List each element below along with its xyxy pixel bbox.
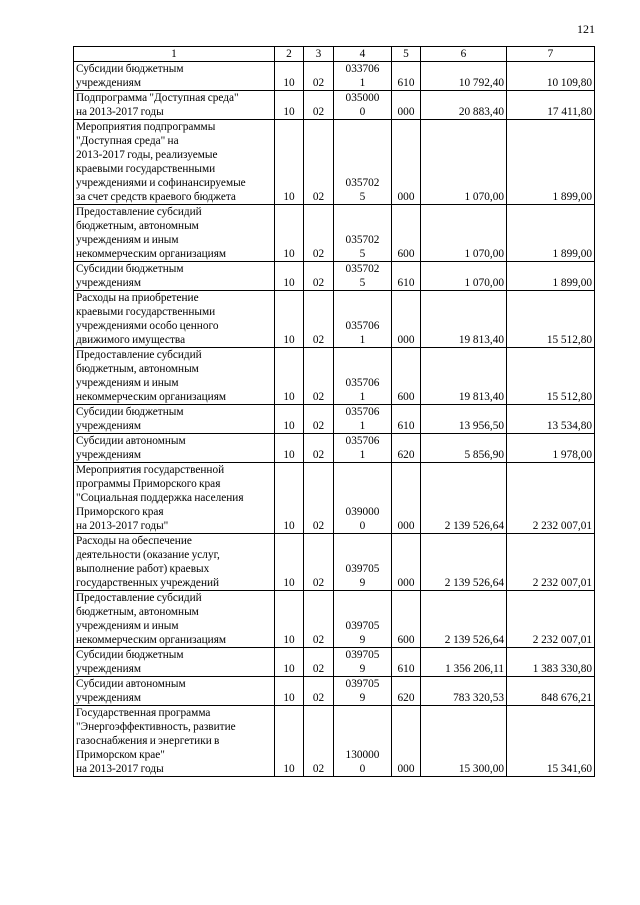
amount-col6-cell: 19 813,40 — [421, 348, 507, 405]
table-row — [74, 120, 595, 205]
subsection-code-cell: 02 — [304, 534, 334, 591]
row-name-cell: Предоставление субсидий бюджетным, автономным учреждениям и иным некоммерческим организациям — [74, 348, 275, 405]
section-code-cell: 10 — [275, 62, 304, 91]
target-item-code-cell: 035702 5 — [334, 120, 392, 205]
subsection-code-cell: 02 — [304, 91, 334, 120]
subsection-code-cell: 02 — [304, 262, 334, 291]
target-item-code-cell: 035702 5 — [334, 262, 392, 291]
subsection-code-cell: 02 — [304, 677, 334, 706]
table-row — [74, 348, 595, 405]
amount-col6-cell: 1 070,00 — [421, 205, 507, 262]
amount-col7-cell: 2 232 007,01 — [507, 591, 595, 648]
target-item-code-cell: 035706 1 — [334, 291, 392, 348]
row-name-cell: Расходы на приобретение краевыми государственными учреждениями особо ценного движимого имущества — [74, 291, 275, 348]
amount-col7-cell: 15 512,80 — [507, 291, 595, 348]
amount-col7-cell: 1 899,00 — [507, 205, 595, 262]
amount-col7-cell: 10 109,80 — [507, 62, 595, 91]
amount-col7-cell: 1 899,00 — [507, 262, 595, 291]
amount-col6-cell: 1 356 206,11 — [421, 648, 507, 677]
expense-type-code-cell: 600 — [392, 591, 421, 648]
row-name-cell: Мероприятия государственной программы Приморского края "Социальная поддержка населения Приморского края на 2013-2017 годы" — [74, 463, 275, 534]
target-item-code-cell: 035702 5 — [334, 205, 392, 262]
amount-col7-cell: 1 978,00 — [507, 434, 595, 463]
expense-type-code-cell: 000 — [392, 91, 421, 120]
amount-col6-cell: 10 792,40 — [421, 62, 507, 91]
target-item-code-cell: 039705 9 — [334, 534, 392, 591]
row-name-cell: Мероприятия подпрограммы "Доступная среда" на 2013-2017 годы, реализуемые краевыми государственными учреждениями и софинансируемые за счет средств краевого бюджета — [74, 120, 275, 205]
table-row — [74, 434, 595, 463]
row-name-cell: Предоставление субсидий бюджетным, автономным учреждениям и иным некоммерческим организациям — [74, 205, 275, 262]
amount-col6-cell: 15 300,00 — [421, 706, 507, 777]
target-item-code-cell: 039000 0 — [334, 463, 392, 534]
expense-type-code-cell: 000 — [392, 120, 421, 205]
section-code-cell: 10 — [275, 405, 304, 434]
amount-col6-cell: 1 070,00 — [421, 262, 507, 291]
column-header: 3 — [304, 47, 334, 62]
target-item-code-cell: 035706 1 — [334, 434, 392, 463]
expense-type-code-cell: 620 — [392, 677, 421, 706]
table-row — [74, 62, 595, 91]
expense-type-code-cell: 000 — [392, 534, 421, 591]
row-name-cell: Субсидии бюджетным учреждениям — [74, 405, 275, 434]
table-row — [74, 262, 595, 291]
amount-col7-cell: 15 512,80 — [507, 348, 595, 405]
target-item-code-cell: 130000 0 — [334, 706, 392, 777]
subsection-code-cell: 02 — [304, 291, 334, 348]
amount-col6-cell: 2 139 526,64 — [421, 534, 507, 591]
amount-col6-cell: 783 320,53 — [421, 677, 507, 706]
expense-type-code-cell: 610 — [392, 62, 421, 91]
section-code-cell: 10 — [275, 706, 304, 777]
page-number: 121 — [577, 22, 595, 36]
expense-type-code-cell: 000 — [392, 706, 421, 777]
row-name-cell: Субсидии бюджетным учреждениям — [74, 262, 275, 291]
row-name-cell: Субсидии автономным учреждениям — [74, 677, 275, 706]
column-header: 6 — [421, 47, 507, 62]
expense-type-code-cell: 610 — [392, 262, 421, 291]
row-name-cell: Субсидии автономным учреждениям — [74, 434, 275, 463]
subsection-code-cell: 02 — [304, 205, 334, 262]
table-row — [74, 534, 595, 591]
amount-col7-cell: 848 676,21 — [507, 677, 595, 706]
amount-col7-cell: 13 534,80 — [507, 405, 595, 434]
table-row — [74, 706, 595, 777]
table-row — [74, 405, 595, 434]
amount-col6-cell: 19 813,40 — [421, 291, 507, 348]
target-item-code-cell: 035706 1 — [334, 348, 392, 405]
subsection-code-cell: 02 — [304, 706, 334, 777]
expense-type-code-cell: 000 — [392, 463, 421, 534]
budget-table — [73, 46, 595, 777]
amount-col6-cell: 13 956,50 — [421, 405, 507, 434]
subsection-code-cell: 02 — [304, 348, 334, 405]
column-header: 7 — [507, 47, 595, 62]
section-code-cell: 10 — [275, 591, 304, 648]
expense-type-code-cell: 620 — [392, 434, 421, 463]
row-name-cell: Субсидии бюджетным учреждениям — [74, 648, 275, 677]
amount-col7-cell: 17 411,80 — [507, 91, 595, 120]
section-code-cell: 10 — [275, 91, 304, 120]
table-row — [74, 677, 595, 706]
target-item-code-cell: 035000 0 — [334, 91, 392, 120]
column-header: 5 — [392, 47, 421, 62]
section-code-cell: 10 — [275, 534, 304, 591]
column-header: 4 — [334, 47, 392, 62]
amount-col7-cell: 2 232 007,01 — [507, 534, 595, 591]
section-code-cell: 10 — [275, 463, 304, 534]
table-row — [74, 591, 595, 648]
amount-col6-cell: 1 070,00 — [421, 120, 507, 205]
subsection-code-cell: 02 — [304, 62, 334, 91]
amount-col6-cell: 2 139 526,64 — [421, 463, 507, 534]
section-code-cell: 10 — [275, 677, 304, 706]
expense-type-code-cell: 600 — [392, 348, 421, 405]
table-header-row — [74, 47, 595, 62]
target-item-code-cell: 039705 9 — [334, 677, 392, 706]
table-row — [74, 291, 595, 348]
column-header: 1 — [74, 47, 275, 62]
subsection-code-cell: 02 — [304, 434, 334, 463]
target-item-code-cell: 039705 9 — [334, 591, 392, 648]
table-row — [74, 91, 595, 120]
amount-col7-cell: 1 383 330,80 — [507, 648, 595, 677]
row-name-cell: Подпрограмма "Доступная среда" на 2013-2017 годы — [74, 91, 275, 120]
section-code-cell: 10 — [275, 648, 304, 677]
target-item-code-cell: 035706 1 — [334, 405, 392, 434]
table-row — [74, 463, 595, 534]
target-item-code-cell: 033706 1 — [334, 62, 392, 91]
amount-col6-cell: 2 139 526,64 — [421, 591, 507, 648]
amount-col7-cell: 2 232 007,01 — [507, 463, 595, 534]
table-row — [74, 205, 595, 262]
section-code-cell: 10 — [275, 262, 304, 291]
amount-col7-cell: 1 899,00 — [507, 120, 595, 205]
amount-col6-cell: 20 883,40 — [421, 91, 507, 120]
subsection-code-cell: 02 — [304, 120, 334, 205]
expense-type-code-cell: 610 — [392, 405, 421, 434]
section-code-cell: 10 — [275, 434, 304, 463]
column-header: 2 — [275, 47, 304, 62]
row-name-cell: Государственная программа "Энергоэффективность, развитие газоснабжения и энергетики в Приморском крае" на 2013-2017 годы — [74, 706, 275, 777]
amount-col6-cell: 5 856,90 — [421, 434, 507, 463]
table-row — [74, 648, 595, 677]
row-name-cell: Предоставление субсидий бюджетным, автономным учреждениям и иным некоммерческим организациям — [74, 591, 275, 648]
expense-type-code-cell: 610 — [392, 648, 421, 677]
subsection-code-cell: 02 — [304, 648, 334, 677]
amount-col7-cell: 15 341,60 — [507, 706, 595, 777]
expense-type-code-cell: 600 — [392, 205, 421, 262]
section-code-cell: 10 — [275, 120, 304, 205]
section-code-cell: 10 — [275, 291, 304, 348]
target-item-code-cell: 039705 9 — [334, 648, 392, 677]
expense-type-code-cell: 000 — [392, 291, 421, 348]
section-code-cell: 10 — [275, 348, 304, 405]
row-name-cell: Расходы на обеспечение деятельности (оказание услуг, выполнение работ) краевых государственных учреждений — [74, 534, 275, 591]
row-name-cell: Субсидии бюджетным учреждениям — [74, 62, 275, 91]
subsection-code-cell: 02 — [304, 591, 334, 648]
subsection-code-cell: 02 — [304, 463, 334, 534]
subsection-code-cell: 02 — [304, 405, 334, 434]
section-code-cell: 10 — [275, 205, 304, 262]
